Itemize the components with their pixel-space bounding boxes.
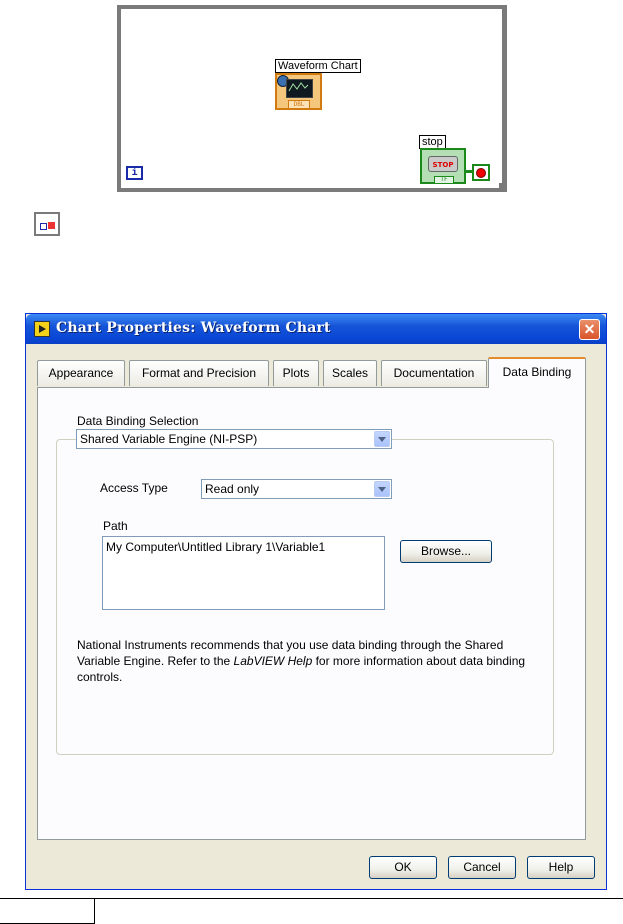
labview-app-icon <box>34 321 50 337</box>
stop-label: stop <box>419 135 446 149</box>
path-label: Path <box>103 519 128 533</box>
close-button[interactable]: ✕ <box>579 319 600 340</box>
title-bar[interactable] <box>26 314 606 344</box>
stop-terminal[interactable] <box>420 148 466 184</box>
chart-properties-dialog <box>25 313 607 890</box>
tab-panel <box>37 387 586 840</box>
note-text-2: for more information about data binding controls. <box>77 654 526 684</box>
stop-if-true-icon <box>476 168 486 178</box>
chart-type-tag: DBL <box>288 100 310 109</box>
data-binding-selection-value: Shared Variable Engine (NI-PSP) <box>80 432 258 446</box>
waveform-chart-terminal[interactable] <box>275 73 322 110</box>
tab-documentation[interactable]: Documentation <box>381 360 487 386</box>
stop-button-icon: STOP <box>428 156 458 172</box>
data-binding-note <box>77 637 547 685</box>
tab-plots[interactable]: Plots <box>273 360 319 386</box>
tab-format-and-precision[interactable]: Format and Precision <box>129 360 269 386</box>
data-binding-selection-dropdown[interactable] <box>76 429 392 449</box>
browse-button[interactable]: Browse... <box>400 540 492 563</box>
tab-data-binding[interactable]: Data Binding <box>488 357 586 388</box>
while-loop-resize-corner[interactable] <box>499 183 506 190</box>
chevron-down-icon[interactable] <box>374 481 390 497</box>
boolean-glyph-icon <box>48 222 55 229</box>
tab-scales[interactable]: Scales <box>323 360 377 386</box>
cancel-button[interactable]: Cancel <box>448 856 516 879</box>
vi-icon[interactable] <box>34 212 60 236</box>
labview-help-reference: LabVIEW Help <box>233 654 313 668</box>
chevron-down-icon[interactable] <box>374 431 390 447</box>
ok-button[interactable]: OK <box>369 856 437 879</box>
loop-condition-terminal[interactable] <box>472 164 490 181</box>
access-type-label: Access Type <box>100 481 168 495</box>
note-text-1: National Instruments recommends that you use data binding through the Shared Variable Engine. Refer to the <box>77 638 504 668</box>
access-type-dropdown[interactable] <box>201 479 392 499</box>
page-footer-rule <box>95 898 623 899</box>
data-binding-selection-label: Data Binding Selection <box>77 414 199 428</box>
tab-appearance[interactable]: Appearance <box>37 360 125 386</box>
page-footer-box <box>0 898 95 924</box>
waveform-chart-label: Waveform Chart <box>275 59 361 73</box>
path-field[interactable]: My Computer\Untitled Library 1\Variable1 <box>102 536 385 610</box>
access-type-value: Read only <box>205 482 260 496</box>
iteration-terminal[interactable]: i <box>126 166 143 180</box>
stop-type-tag: TF <box>434 176 454 184</box>
help-button[interactable]: Help <box>527 856 595 879</box>
dialog-title: Chart Properties: Waveform Chart <box>56 320 331 336</box>
numeric-glyph-icon <box>40 223 47 230</box>
chart-screen-icon <box>286 79 313 98</box>
